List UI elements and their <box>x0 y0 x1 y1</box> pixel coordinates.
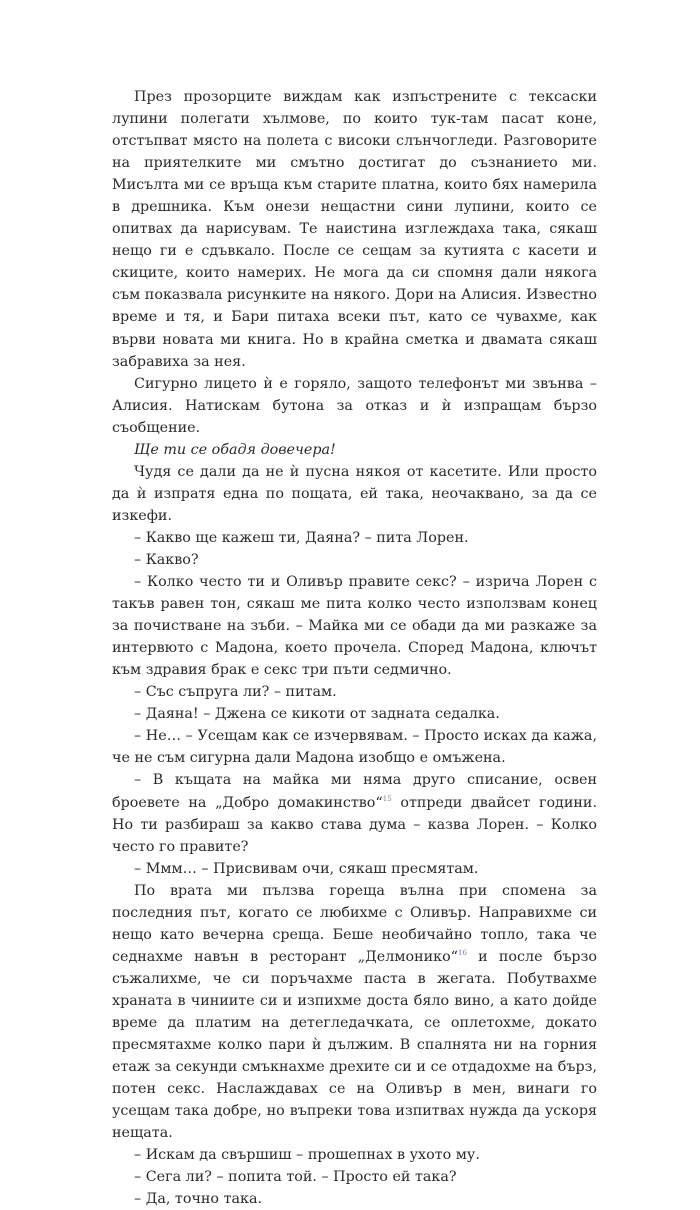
dialogue-line <box>112 703 597 725</box>
dialogue-line <box>112 527 597 549</box>
dialogue-line <box>112 549 597 571</box>
paragraph-text: – Искам да свършиш – прошепнах в ухото му. <box>134 1147 480 1164</box>
paragraph-text: Ще ти се обадя довечера! <box>134 441 336 458</box>
paragraph-text: отпреди двайсет години. Но ти разбираш за какво става дума – казва Лорен. – Колко често го правите? <box>112 794 597 855</box>
body-text <box>112 86 597 1210</box>
paragraph <box>112 373 597 439</box>
dialogue-line <box>112 769 597 857</box>
paragraph-text: – Какво? <box>134 551 199 568</box>
paragraph-text: – Не… – Усещам как се изчервявам. – Просто исках да кажа, че не съм сигурна дали Мадона изобщо е омъжена. <box>112 728 597 767</box>
paragraph-text: – Сега ли? – попита той. – Просто ей така? <box>134 1169 457 1186</box>
paragraph-text: – Със съпруга ли? – питам. <box>134 684 337 701</box>
paragraph <box>112 461 597 527</box>
paragraph-text: През прозорците виждам как изпъстрените с тексаски лупини полегати хълмове, по които тук-там пасат коне, отстъпват място на полета с високи слънчогледи. Разговорите на приятелките ми смътно достигат до съзнанието ми. Мисълта ми се връща към старите платна, които бях намерила в дрешника. Към онези нещастни сини лупини, които се опитвах да нарисувам. Те наистина изглеждаха така, сякаш нещо ги е сдъвкало. После се сещам за кутията с касети и скиците, които намерих. Не мога да си спомня дали някога съм показвала рисунките на някого. Дори на Алисия. Известно време и тя, и Бари питаха всеки път, като се чувахме, как върви новата ми книга. Но в крайна сметка и двамата сякаш забравиха за нея. <box>112 89 597 370</box>
footnote-marker[interactable]: 15 <box>382 794 392 803</box>
paragraph-text: Сигурно лицето ѝ е горяло, защото телефонът ми звънва – Алисия. Натискам бутона за отказ и ѝ изпращам бързо съобщение. <box>112 375 597 436</box>
paragraph <box>112 880 597 1145</box>
paragraph-text: – Да, точно така. <box>134 1191 263 1208</box>
footnote-marker[interactable]: 16 <box>458 949 467 958</box>
dialogue-line <box>112 1166 597 1188</box>
dialogue-line <box>112 725 597 769</box>
dialogue-line <box>112 571 597 681</box>
paragraph-text: – Даяна! – Джена се кикоти от задната седалка. <box>134 706 500 723</box>
paragraph-text: – Ммм… – Присвивам очи, сякаш пресмятам. <box>134 860 479 877</box>
paragraph-text: По врата ми пълзва гореща вълна при спомена за последния път, когато се любихме с Оливър. Направихме си нещо като вечерна среща. Беше необичайно топло, така че седнахме навън в ресторант „Делмонико“ <box>112 882 597 965</box>
paragraph-text: и после бързо съжалихме, че си поръчахме паста в жегата. Побутвахме храната в чиниите си и изпихме доста бяло вино, а като дойде време да платим на детегледачката, се оплетохме, докато пресмятахме колко пари ѝ дължим. В спалнята ни на горния етаж за секунди смъкнахме дрехите си и се отдадохме на бърз, потен секс. Наслаждавах се на Оливър в мен, винаги го усещам така добре, но въпреки това изпитвах нужда да ускоря нещата. <box>112 948 597 1142</box>
paragraph-text: – Колко често ти и Оливър правите секс? – изрича Лорен с такъв равен тон, сякаш ме пита колко често използвам конец за почистване на зъби. – Майка ми се обади да ми разкаже за интервюто с Мадона, което прочела. Според Мадона, ключът към здравия брак е секс три пъти седмично. <box>112 574 597 679</box>
paragraph-text: – Какво ще кажеш ти, Даяна? – пита Лорен. <box>134 529 469 546</box>
dialogue-line <box>112 1188 597 1210</box>
paragraph <box>112 86 597 373</box>
paragraph-italic <box>112 439 597 461</box>
dialogue-line <box>112 681 597 703</box>
dialogue-line <box>112 858 597 880</box>
paragraph-text: Чудя се дали да не ѝ пусна някоя от касетите. Или просто да ѝ изпратя една по пощата, ей така, неочаквано, за да се изкефи. <box>112 463 597 524</box>
paragraph-text: – В къщата на майка ми няма друго списание, освен броевете на „Добро домакинство“ <box>112 772 597 811</box>
dialogue-line <box>112 1144 597 1166</box>
